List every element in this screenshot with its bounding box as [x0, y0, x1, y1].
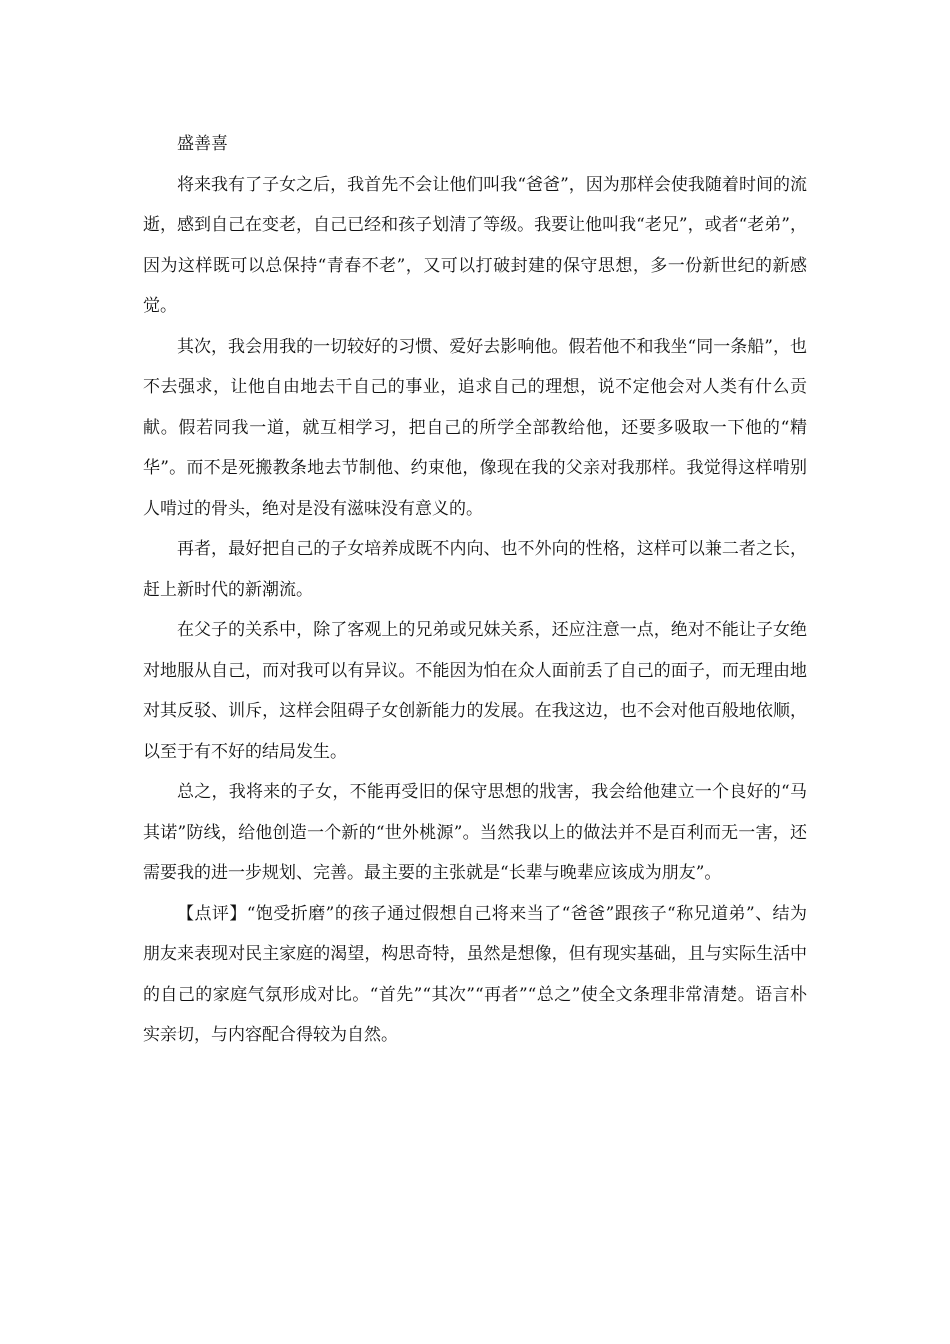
paragraph-4: 在父子的关系中，除了客观上的兄弟或兄妹关系，还应注意一点，绝对不能让子女绝对地服从自己，而对我可以有异议。不能因为怕在众人面前丢了自己的面子，而无理由地对其反驳、训斥，这样会阻碍子女创新能力的发展。在我这边，也不会对他百般地依顺，以至于有不好的结局发生。: [143, 620, 807, 762]
paragraph-1: 将来我有了子女之后，我首先不会让他们叫我“爸爸”，因为那样会使我随着时间的流逝，感到自己在变老，自己已经和孩子划清了等级。我要让他叫我“老兄”，或者“老弟”，因为这样既可以总保持“青春不老”，又可以打破封建的保守思想，多一份新世纪的新感觉。: [143, 174, 807, 316]
commentary-paragraph: 【点评】“饱受折磨”的孩子通过假想自己将来当了“爸爸”跟孩子“称兄道弟”、结为朋友来表现对民主家庭的渴望，构思奇特，虽然是想像，但有现实基础，且与实际生活中的自己的家庭气氛形成对比。“首先”“其次”“再者”“总之”使全文条理非常清楚。语言朴实亲切，与内容配合得较为自然。: [143, 903, 807, 1045]
document-body: [143, 124, 807, 1056]
author-name: 盛善喜: [177, 134, 228, 154]
paragraph-3: 再者，最好把自己的子女培养成既不内向、也不外向的性格，这样可以兼二者之长，赶上新时代的新潮流。: [143, 539, 807, 600]
paragraph-2: 其次，我会用我的一切较好的习惯、爱好去影响他。假若他不和我坐“同一条船”，也不去强求，让他自由地去干自己的事业，追求自己的理想，说不定他会对人类有什么贡献。假若同我一道，就互相学习，把自己的所学全部教给他，还要多吸取一下他的“精华”。而不是死搬教条地去节制他、约束他，像现在我的父亲对我那样。我觉得这样啃别人啃过的骨头，绝对是没有滋味没有意义的。: [143, 336, 807, 519]
paragraph-5: 总之，我将来的子女，不能再受旧的保守思想的戕害，我会给他建立一个良好的“马其诺”防线，给他创造一个新的“世外桃源”。当然我以上的做法并不是百利而无一害，还需要我的进一步规划、完善。最主要的主张就是“长辈与晚辈应该成为朋友”。: [143, 782, 807, 883]
